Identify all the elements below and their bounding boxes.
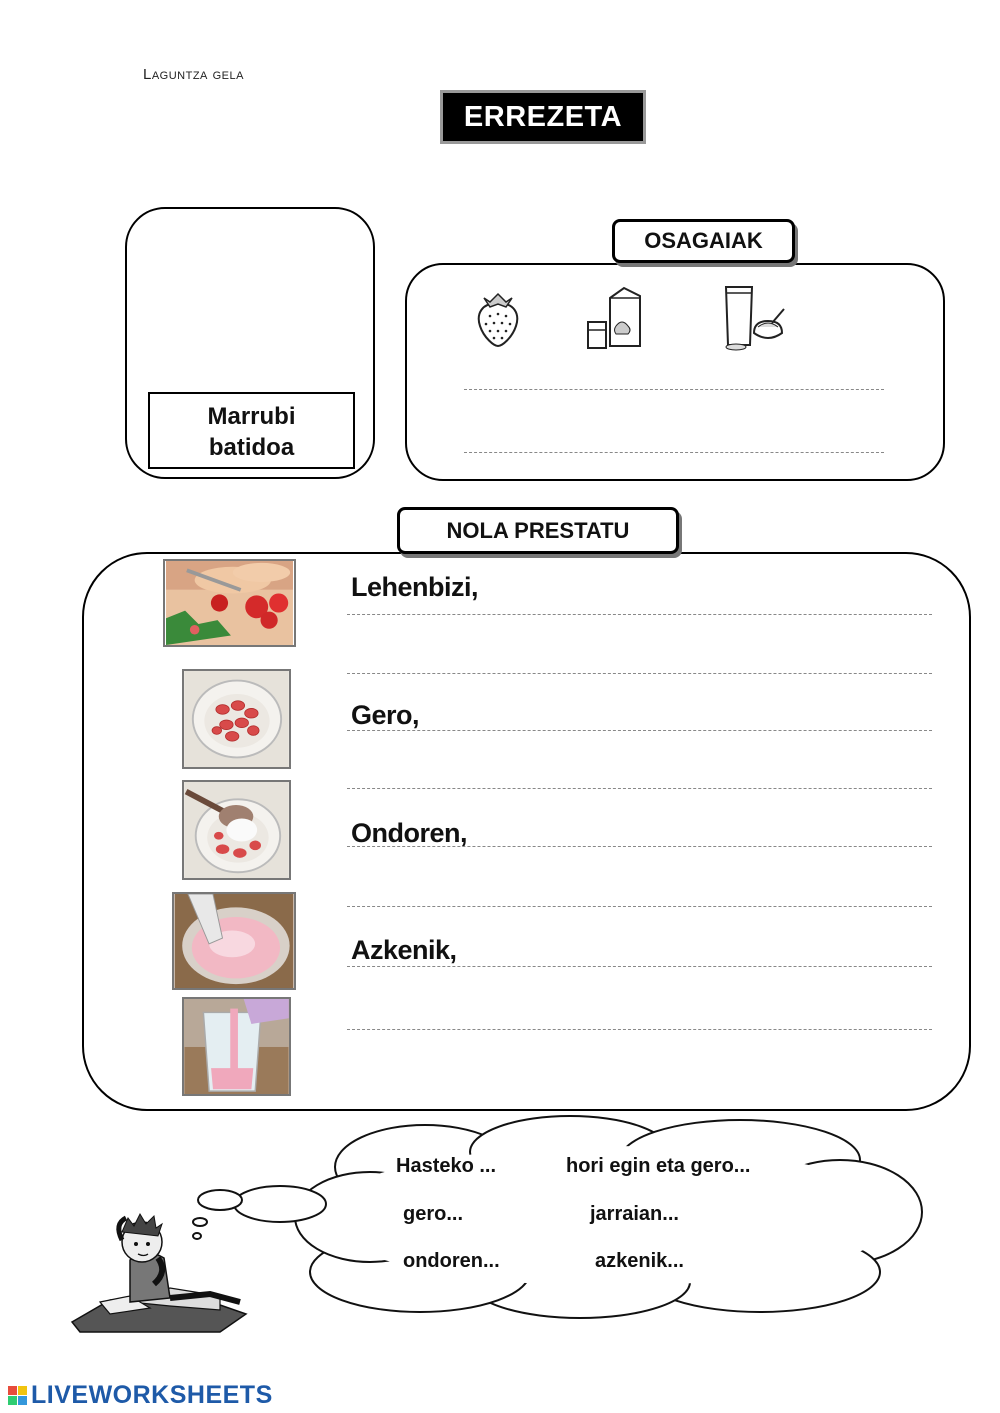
thought-cloud (180, 1112, 930, 1322)
cutting-strawberries-photo (163, 559, 296, 647)
recipe-name-line2: batidoa (208, 434, 295, 461)
cloud-word-5: ondoren... (403, 1250, 500, 1272)
strawberry-icon (472, 290, 524, 348)
step-write-line-6[interactable] (347, 906, 932, 907)
milk-carton-icon (584, 286, 648, 352)
blending-photo (172, 892, 296, 990)
recipe-name-box (148, 392, 355, 469)
step-3-label: Ondoren, (351, 818, 467, 848)
step-write-line-5[interactable] (347, 846, 932, 847)
sugar-icon (720, 283, 788, 353)
ingredients-write-line-1[interactable] (464, 389, 884, 390)
cloud-word-2: hori egin eta gero... (566, 1155, 751, 1177)
strawberries-in-bowl-photo (182, 669, 291, 769)
step-write-line-8[interactable] (347, 1029, 932, 1030)
ingredients-tab: OSAGAIAK (612, 219, 795, 263)
thinking-boy-illustration (70, 1210, 255, 1335)
cloud-word-1: Hasteko ... (396, 1155, 497, 1177)
liveworksheets-logo (8, 1381, 273, 1410)
step-write-line-1[interactable] (347, 614, 932, 615)
step-write-line-3[interactable] (347, 730, 932, 731)
step-write-line-7[interactable] (347, 966, 932, 967)
preparation-tab: NOLA PRESTATU (397, 507, 679, 554)
step-write-line-2[interactable] (347, 673, 932, 674)
cloud-word-3: gero... (403, 1203, 464, 1225)
step-4-label: Azkenik, (351, 935, 457, 965)
adding-sugar-photo (182, 780, 291, 880)
step-1-label: Lehenbizi, (351, 572, 479, 602)
logo-text: LIVEWORKSHEETS (31, 1381, 273, 1409)
step-2-label: Gero, (351, 700, 420, 730)
ingredients-write-line-2[interactable] (464, 452, 884, 453)
pouring-shake-photo (182, 997, 291, 1096)
recipe-name-line1: Marrubi (207, 403, 296, 430)
school-label: Laguntza gela (143, 66, 244, 83)
page-title: ERREZETA (440, 90, 646, 144)
cloud-word-6: azkenik... (595, 1250, 684, 1272)
cloud-word-4: jarraian... (590, 1203, 679, 1225)
step-write-line-4[interactable] (347, 788, 932, 789)
logo-squares-icon (8, 1386, 27, 1405)
